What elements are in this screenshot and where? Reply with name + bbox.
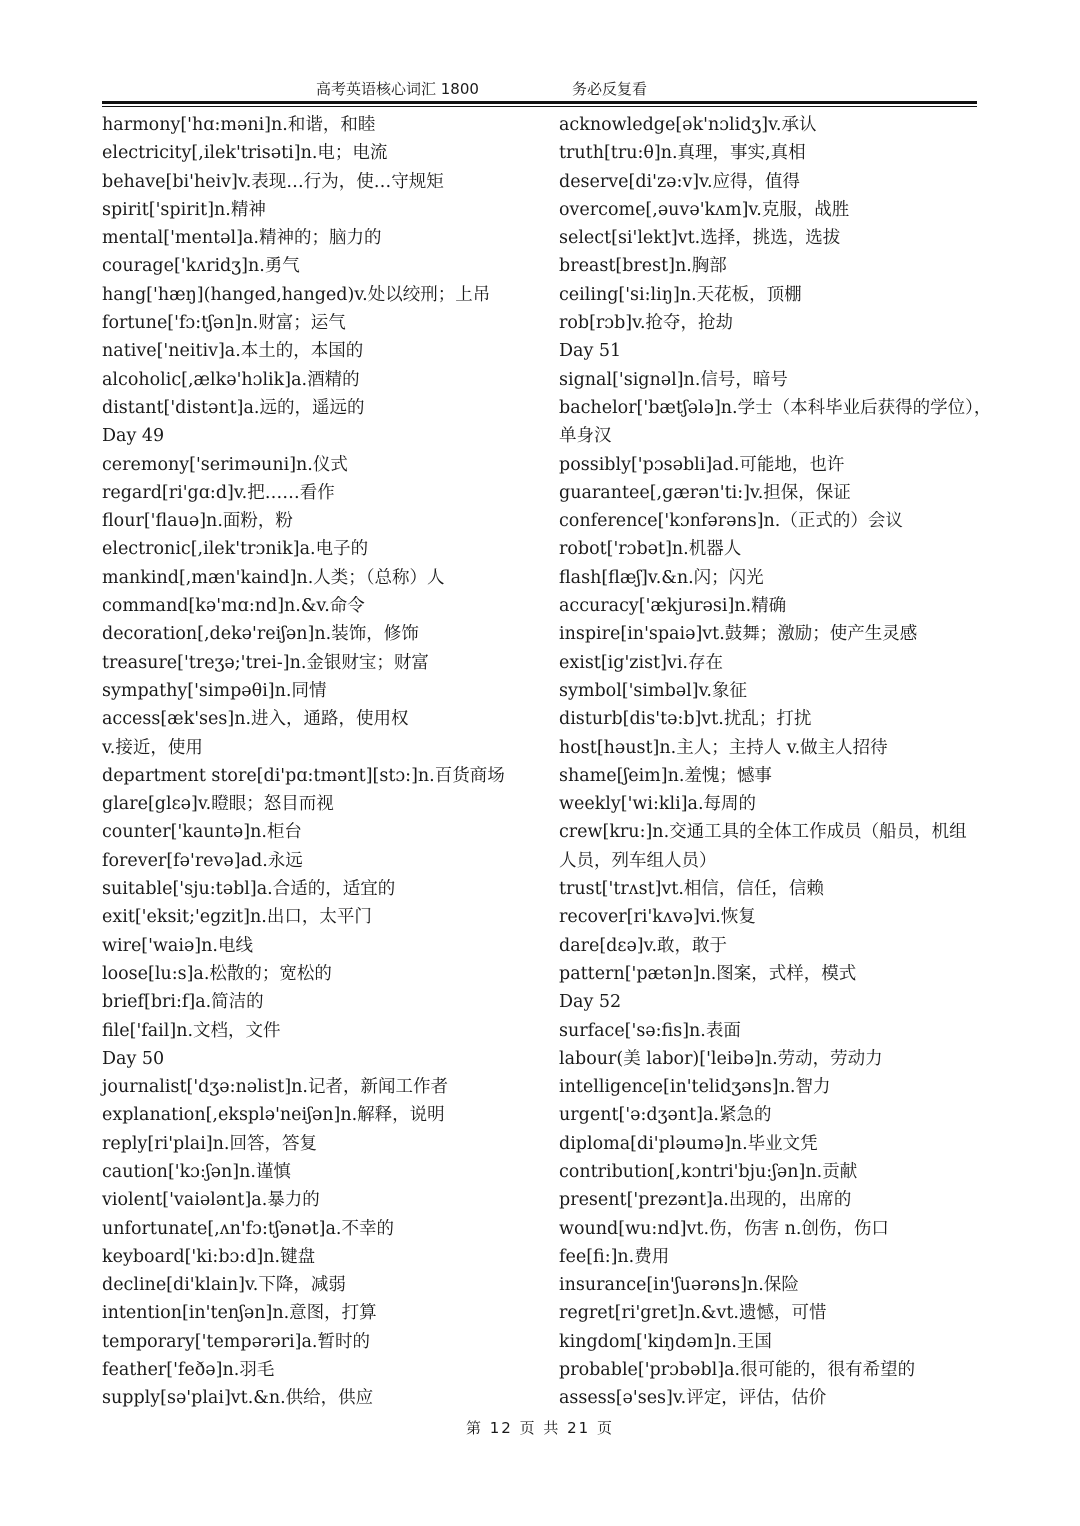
vocab-entry: diploma[di'pləumə]n.毕业文凭	[559, 1133, 818, 1154]
vocab-entry: journalist['dʒə:nəlist]n.记者，新闻工作者	[102, 1077, 448, 1098]
vocab-entry: urgent['ə:dʒənt]a.紧急的	[559, 1105, 772, 1126]
vocab-entry: alcoholic[,ælkə'hɔlik]a.酒精的	[102, 369, 360, 390]
vocab-entry: access[æk'ses]n.进入，通路，使用权	[102, 709, 409, 730]
vocab-entry: violent['vaiələnt]a.暴力的	[102, 1190, 320, 1211]
vocab-entry: glare[glɛə]v.瞪眼；怒目而视	[102, 794, 334, 815]
vocab-entry: exist[ig'zist]vi.存在	[559, 652, 723, 673]
vocab-entry: conference['kɔnfərəns]n.（正式的）会议	[559, 511, 903, 532]
vocab-entry: mental['mentəl]a.精神的；脑力的	[102, 228, 382, 249]
vocab-entry: distant['distənt]a.远的，遥远的	[102, 397, 365, 418]
vocab-entry: supply[sə'plai]vt.&n.供给，供应	[102, 1388, 374, 1409]
vocab-entry: caution['kɔ:ʃən]n.谨慎	[102, 1161, 291, 1182]
vocab-entry: kingdom['kiŋdəm]n.王国	[559, 1331, 772, 1352]
vocab-entry: decline[di'klain]v.下降，减弱	[102, 1275, 346, 1296]
vocab-entry: bachelor['bætʃələ]n.学士（本科毕业后获得的学位），	[559, 397, 992, 418]
vocab-entry: labour(美 labor)['leibə]n.劳动，劳动力	[559, 1048, 883, 1069]
vocab-entry: flour['flauə]n.面粉，粉	[102, 511, 293, 532]
vocab-entry: breast[brest]n.胸部	[559, 256, 727, 277]
vocab-entry: behave[bi'heiv]v.表现…行为，使…守规矩	[102, 171, 444, 192]
vocab-entry: crew[kru:]n.交通工具的全体工作成员（船员，机组	[559, 822, 967, 843]
vocab-entry: contribution[,kɔntri'bju:ʃən]n.贡献	[559, 1161, 858, 1182]
vocab-entry: rob[rɔb]v.抢夺，抢劫	[559, 313, 733, 334]
vocab-entry: possibly['pɔsəbli]ad.可能地，也许	[559, 454, 845, 475]
vocab-entry: courage['kʌridʒ]n.勇气	[102, 256, 300, 277]
vocab-entry: guarantee[,gærən'ti:]v.担保，保证	[559, 482, 851, 503]
vocab-entry: intelligence[in'telidʒəns]n.智力	[559, 1077, 831, 1098]
vocab-entry: file['fail]n.文档，文件	[102, 1020, 281, 1041]
vocab-entry: trust['trʌst]vt.相信，信任，信赖	[559, 879, 824, 900]
vocab-entry: exit['eksit;'egzit]n.出口，太平门	[102, 907, 372, 928]
vocab-entry: shame[ʃeim]n.羞愧；憾事	[559, 765, 772, 786]
header-note: 务必反复看	[572, 80, 648, 98]
vocab-entry: spirit['spirit]n.精神	[102, 199, 266, 220]
vocab-entry: unfortunate[,ʌn'fɔ:tʃənət]a.不幸的	[102, 1218, 394, 1239]
vocab-entry: department store[di'pɑ:tmənt][stɔ:]n.百货商场	[102, 765, 505, 786]
vocab-entry: recover[ri'kʌvə]vi.恢复	[559, 907, 756, 928]
vocab-entry: acknowledge[ək'nɔlidʒ]v.承认	[559, 115, 817, 135]
vocab-entry: regard[ri'gɑ:d]v.把……看作	[102, 482, 335, 503]
vocab-entry: surface['sə:fis]n.表面	[559, 1020, 741, 1041]
vocab-entry: deserve[di'zə:v]v.应得，值得	[559, 171, 801, 192]
vocab-entry: intention[in'tenʃən]n.意图，打算	[102, 1303, 377, 1324]
vocab-entry: wound[wu:nd]vt.伤，伤害 n.创伤，伤口	[559, 1218, 889, 1239]
vocab-entry: brief[bri:f]a.简洁的	[102, 992, 264, 1013]
vocab-entry: dare[dɛə]v.敢，敢于	[559, 935, 728, 956]
vocab-entry: accuracy['ækjurəsi]n.精确	[559, 596, 787, 617]
vocab-entry: probable['prɔbəbl]a.很可能的，很有希望的	[559, 1360, 916, 1381]
vocab-entry: host[həust]n.主人；主持人 v.做主人招待	[559, 737, 888, 758]
vocab-entry: treasure['treʒə;'trei-]n.金银财宝；财富	[102, 652, 429, 673]
vocab-entry: forever[fə'revə]ad.永远	[102, 850, 303, 871]
vocab-entry: weekly['wi:kli]a.每周的	[559, 794, 757, 815]
vocab-entry: v.接近，使用	[102, 737, 203, 758]
vocab-entry: harmony['hɑ:məni]n.和谐，和睦	[102, 115, 376, 135]
vocab-entry: flash[flæʃ]v.&n.闪；闪光	[559, 567, 764, 588]
vocab-entry: decoration[,dekə'reiʃən]n.装饰，修饰	[102, 624, 419, 645]
header-title: 高考英语核心词汇 1800	[316, 80, 479, 98]
vocab-entry: sympathy['simpəθi]n.同情	[102, 680, 327, 701]
vocab-entry: mankind[,mæn'kaind]n.人类；（总称）人	[102, 567, 445, 588]
vocab-entry: wire['waiə]n.电线	[102, 935, 253, 956]
vocab-entry: insurance[in'ʃuərəns]n.保险	[559, 1275, 799, 1296]
page-header	[0, 78, 1080, 100]
header-rule-thin	[102, 106, 977, 107]
vocab-entry: symbol['simbəl]v.象征	[559, 680, 747, 701]
vocab-entry: 人员，列车组人员）	[559, 850, 717, 871]
vocab-entry: Day 51	[559, 341, 622, 362]
vocab-entry: ceiling['si:liŋ]n.天花板，顶棚	[559, 284, 802, 305]
vocab-entry: present['prezənt]a.出现的，出席的	[559, 1190, 852, 1211]
vocab-entry: explanation[,eksplə'neiʃən]n.解释，说明	[102, 1105, 445, 1126]
vocab-entry: keyboard['ki:bɔ:d]n.键盘	[102, 1246, 316, 1267]
vocab-entry: native['neitiv]a.本土的，本国的	[102, 341, 364, 362]
vocab-entry: regret[ri'gret]n.&vt.遗憾，可惜	[559, 1303, 827, 1324]
vocab-entry: electronic[,ilek'trɔnik]a.电子的	[102, 539, 369, 560]
vocab-entry: overcome[,əuvə'kʌm]v.克服，战胜	[559, 199, 850, 220]
vocab-entry: assess[ə'ses]v.评定，评估，估价	[559, 1388, 827, 1409]
page-footer: 第 12 页 共 21 页	[465, 1419, 614, 1437]
vocab-entry: 单身汉	[559, 426, 612, 447]
vocab-entry: Day 49	[102, 426, 165, 447]
vocab-entry: truth[tru:θ]n.真理，事实,真相	[559, 143, 806, 164]
header-rule-thick	[102, 101, 977, 104]
vocab-entry: electricity[,ilek'trisəti]n.电；电流	[102, 143, 388, 164]
vocab-entry: counter['kauntə]n.柜台	[102, 822, 302, 843]
vocab-entry: suitable['sju:təbl]a.合适的，适宜的	[102, 879, 396, 900]
right-vocab-column	[559, 111, 992, 1413]
left-vocab-column	[102, 111, 542, 1413]
vocab-entry: robot['rɔbət]n.机器人	[559, 539, 742, 560]
vocab-entry: temporary['tempərəri]a.暂时的	[102, 1331, 370, 1352]
vocab-entry: loose[lu:s]a.松散的；宽松的	[102, 963, 332, 984]
vocab-entry: signal['signəl]n.信号，暗号	[559, 369, 788, 390]
vocab-entry: command[kə'mɑ:nd]n.&v.命令	[102, 596, 365, 617]
vocab-entry: fortune['fɔ:tʃən]n.财富；运气	[102, 313, 346, 334]
vocab-entry: inspire[in'spaiə]vt.鼓舞；激励；使产生灵感	[559, 624, 918, 645]
vocab-entry: select[si'lekt]vt.选择，挑选，选拔	[559, 228, 841, 249]
vocab-entry: fee[fi:]n.费用	[559, 1246, 670, 1267]
vocab-entry: pattern['pætən]n.图案，式样，模式	[559, 963, 857, 984]
vocab-entry: ceremony['seriməuni]n.仪式	[102, 454, 348, 475]
vocab-entry: feather['feðə]n.羽毛	[102, 1360, 275, 1381]
vocab-entry: Day 50	[102, 1048, 165, 1069]
vocab-entry: disturb[dis'tə:b]vt.扰乱；打扰	[559, 709, 812, 730]
vocab-entry: reply[ri'plai]n.回答，答复	[102, 1133, 317, 1154]
vocab-entry: Day 52	[559, 992, 622, 1013]
vocab-entry: hang['hæŋ](hanged,hanged)v.处以绞刑；上吊	[102, 284, 491, 305]
